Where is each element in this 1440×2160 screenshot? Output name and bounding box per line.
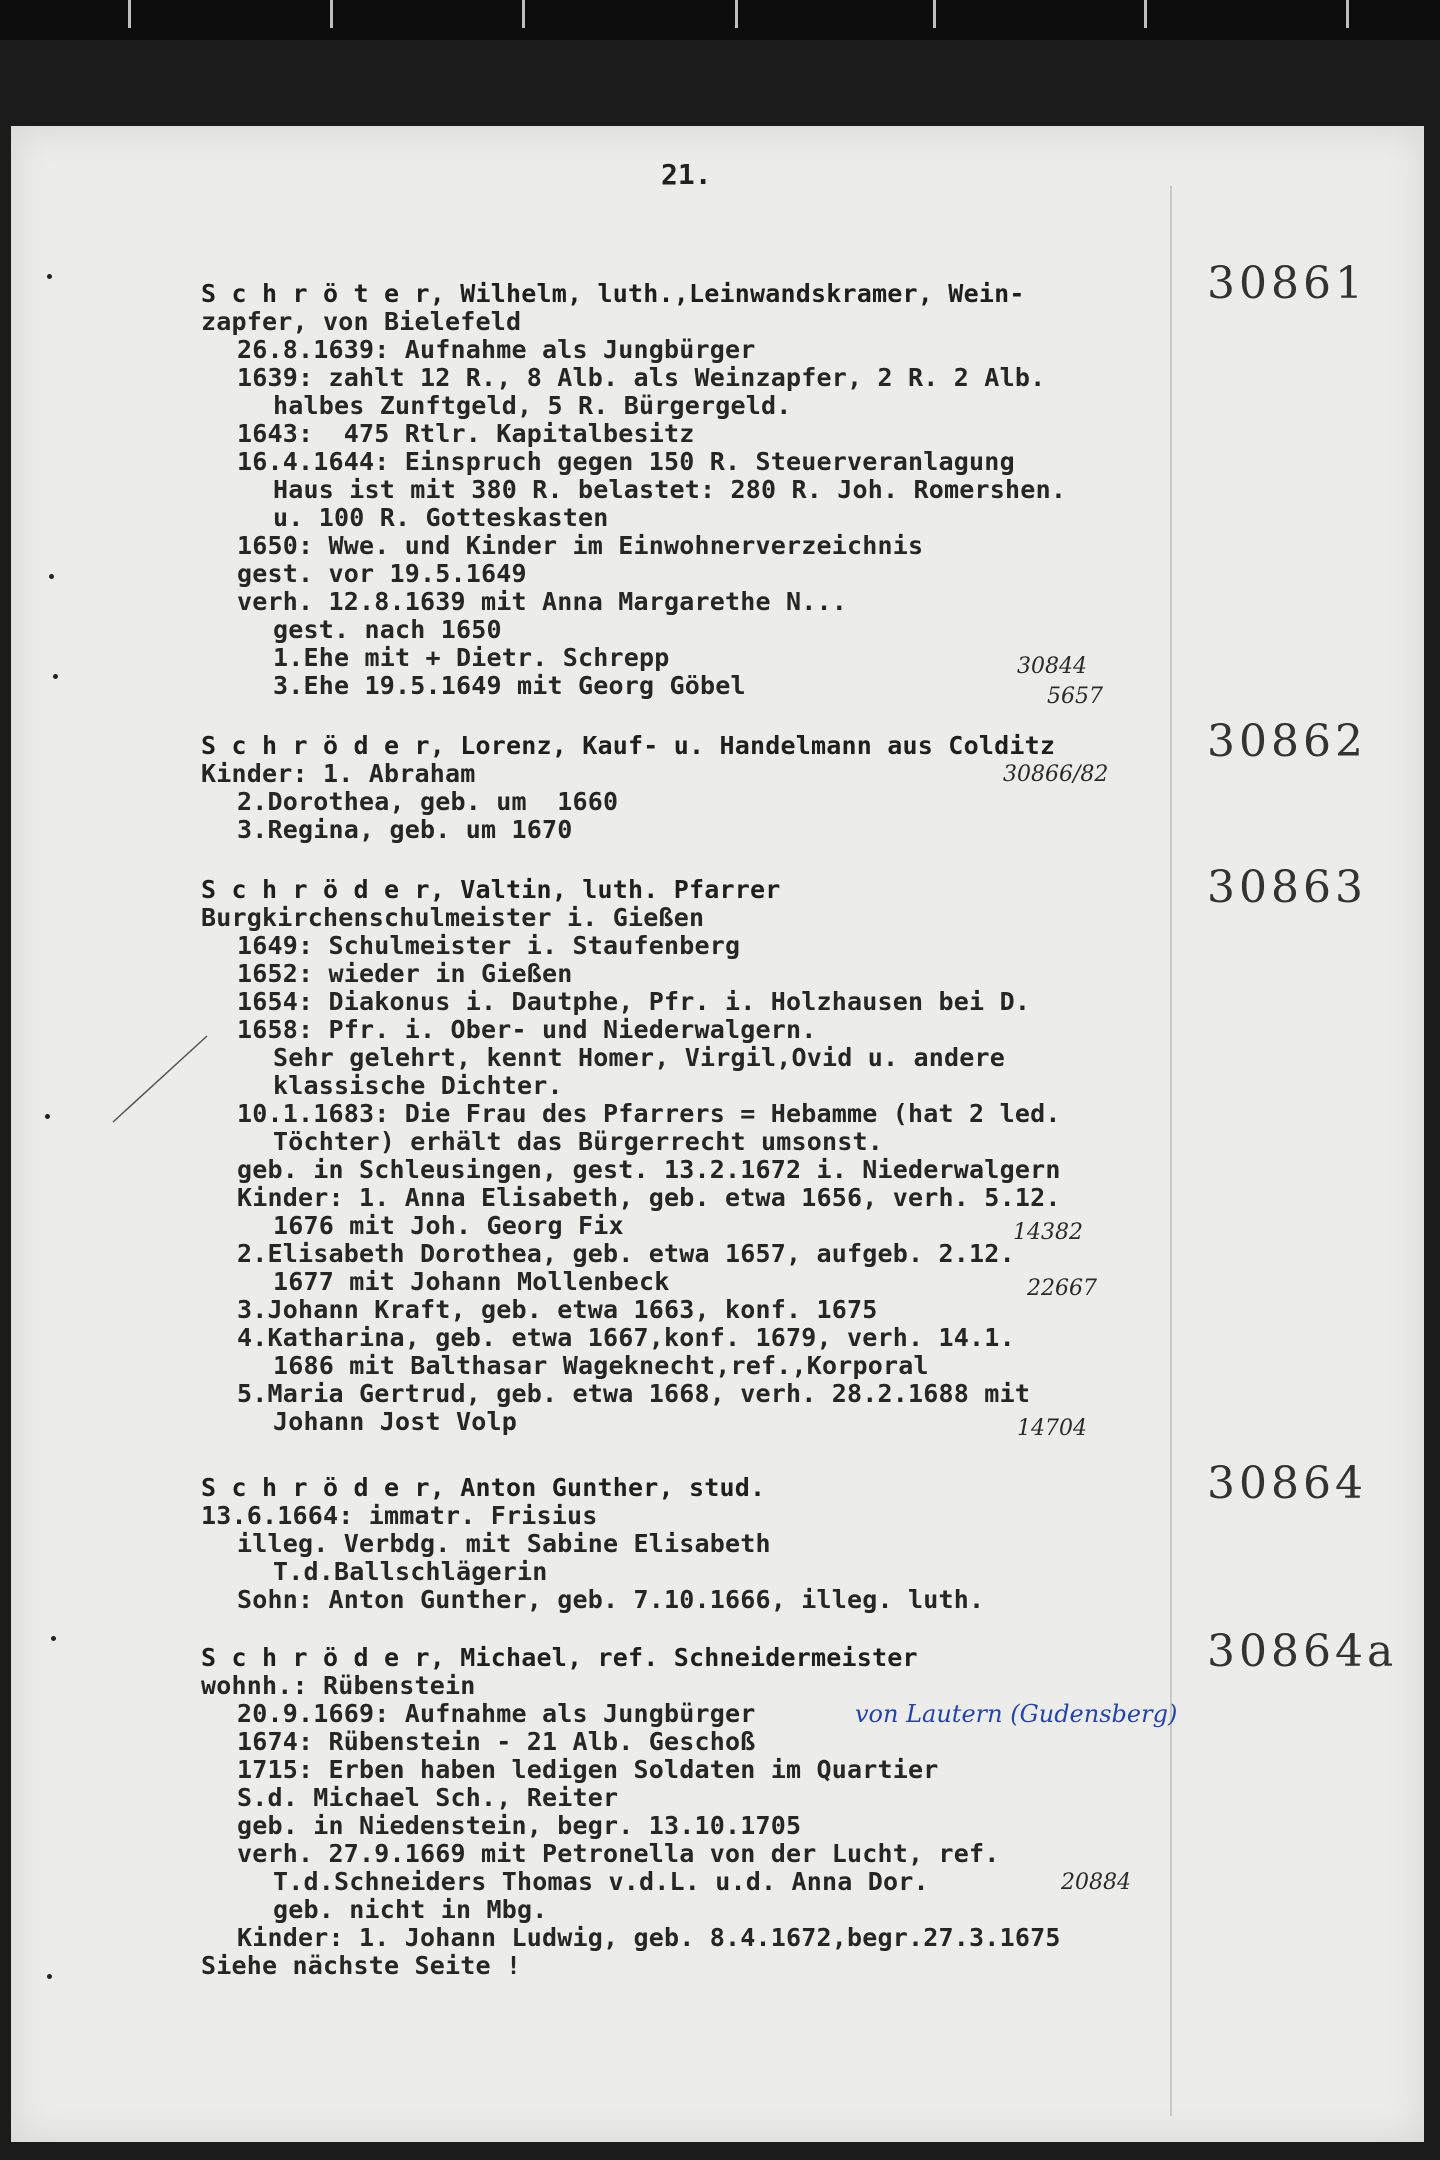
entry-line: verh. 27.9.1669 mit Petronella von der Lucht, ref. <box>237 1839 1000 1868</box>
entry-line: Sehr gelehrt, kennt Homer, Virgil,Ovid u. andere <box>273 1043 1006 1072</box>
strip-tick <box>1346 0 1349 28</box>
entry-line: 1639: zahlt 12 R., 8 Alb. als Weinzapfer, 2 R. 2 Alb. <box>237 363 1046 392</box>
entry-line: S.d. Michael Sch., Reiter <box>237 1783 619 1812</box>
entry-line: Johann Jost Volp <box>273 1407 518 1436</box>
entry-line: 1674: Rübenstein - 21 Alb. Geschoß <box>237 1727 756 1756</box>
entry-line: verh. 12.8.1639 mit Anna Margarethe N... <box>237 587 848 616</box>
entry-30861 <box>201 280 1201 700</box>
entry-line: Siehe nächste Seite ! <box>201 1951 522 1980</box>
record-number: 30864 <box>1207 1458 1367 1509</box>
entry-line: 13.6.1664: immatr. Frisius <box>201 1501 598 1530</box>
strip-tick <box>128 0 131 28</box>
entry-line: 3.Johann Kraft, geb. etwa 1663, konf. 1675 <box>237 1295 878 1324</box>
entry-line: Sohn: Anton Gunther, geb. 7.10.1666, illeg. luth. <box>237 1585 985 1614</box>
page-number: 21. <box>661 158 712 191</box>
entry-line: halbes Zunftgeld, 5 R. Bürgergeld. <box>273 391 792 420</box>
entry-line: 2.Elisabeth Dorothea, geb. etwa 1657, aufgeb. 2.12. <box>237 1239 1015 1268</box>
entry-line: 3.Ehe 19.5.1649 mit Georg Göbel <box>273 671 746 700</box>
entry-line: wohnh.: Rübenstein <box>201 1671 476 1700</box>
entry-30863 <box>201 876 1201 1436</box>
entry-line: Kinder: 1. Johann Ludwig, geb. 8.4.1672,begr.27.3.1675 <box>237 1923 1061 1952</box>
handwritten-note: 20884 <box>1061 1870 1131 1895</box>
entry-line: S c h r ö d e r, Valtin, luth. Pfarrer <box>201 875 781 904</box>
pencil-mark <box>111 1026 211 1126</box>
entry-line: 3.Regina, geb. um 1670 <box>237 815 573 844</box>
entry-line: S c h r ö d e r, Michael, ref. Schneidermeister <box>201 1643 918 1672</box>
entry-line: Kinder: 1. Anna Elisabeth, geb. etwa 1656, verh. 5.12. <box>237 1183 1061 1212</box>
entry-line: 10.1.1683: Die Frau des Pfarrers = Hebamme (hat 2 led. <box>237 1099 1061 1128</box>
entry-30864 <box>201 1474 1201 1614</box>
handwritten-note: 14704 <box>1017 1416 1087 1441</box>
entry-line: 1654: Diakonus i. Dautphe, Pfr. i. Holzhausen bei D. <box>237 987 1031 1016</box>
entry-line: geb. nicht in Mbg. <box>273 1895 548 1924</box>
handwritten-note: 30844 <box>1017 654 1087 679</box>
entry-line: 26.8.1639: Aufnahme als Jungbürger <box>237 335 756 364</box>
entry-line: u. 100 R. Gotteskasten <box>273 503 609 532</box>
scanner-top-strip <box>0 0 1440 40</box>
entry-line: gest. nach 1650 <box>273 615 502 644</box>
entry-line: gest. vor 19.5.1649 <box>237 559 527 588</box>
entry-line: Töchter) erhält das Bürgerrecht umsonst. <box>273 1127 884 1156</box>
entry-line: Kinder: 1. Abraham <box>201 759 476 788</box>
entry-line: 1652: wieder in Gießen <box>237 959 573 988</box>
binder-hole <box>47 1974 52 1979</box>
entry-30864a <box>201 1644 1201 1980</box>
record-number: 30864a <box>1207 1626 1398 1677</box>
binder-hole <box>51 1636 56 1641</box>
entry-line: 1677 mit Johann Mollenbeck <box>273 1267 670 1296</box>
entry-line: Burgkirchenschulmeister i. Gießen <box>201 903 705 932</box>
handwritten-note: 14382 <box>1013 1220 1083 1245</box>
entry-line: T.d.Schneiders Thomas v.d.L. u.d. Anna Dor. <box>273 1867 929 1896</box>
entry-line: 16.4.1644: Einspruch gegen 150 R. Steuerveranlagung <box>237 447 1015 476</box>
strip-tick <box>933 0 936 28</box>
entry-line: T.d.Ballschlägerin <box>273 1557 548 1586</box>
entry-line: zapfer, von Bielefeld <box>201 307 522 336</box>
entry-line: S c h r ö d e r, Lorenz, Kauf- u. Handelmann aus Colditz <box>201 731 1056 760</box>
entry-line: 5.Maria Gertrud, geb. etwa 1668, verh. 28.2.1688 mit <box>237 1379 1031 1408</box>
entry-30862 <box>201 732 1201 844</box>
strip-tick <box>522 0 525 28</box>
entry-line: 1658: Pfr. i. Ober- und Niederwalgern. <box>237 1015 817 1044</box>
entry-line: 1650: Wwe. und Kinder im Einwohnerverzeichnis <box>237 531 924 560</box>
strip-tick <box>1144 0 1147 28</box>
entry-line: 1715: Erben haben ledigen Soldaten im Quartier <box>237 1755 939 1784</box>
entry-line: 1.Ehe mit + Dietr. Schrepp <box>273 643 670 672</box>
entry-line: geb. in Schleusingen, gest. 13.2.1672 i. Niederwalgern <box>237 1155 1061 1184</box>
entry-line: 1676 mit Joh. Georg Fix <box>273 1211 624 1240</box>
record-number: 30861 <box>1207 258 1367 309</box>
strip-tick <box>330 0 333 28</box>
handwritten-note: 5657 <box>1047 684 1103 709</box>
entry-line: 1649: Schulmeister i. Staufenberg <box>237 931 741 960</box>
strip-tick <box>735 0 738 28</box>
entry-line: 1686 mit Balthasar Wageknecht,ref.,Korporal <box>273 1351 929 1380</box>
entry-line: 2.Dorothea, geb. um 1660 <box>237 787 619 816</box>
entry-line: 1643: 475 Rtlr. Kapitalbesitz <box>237 419 695 448</box>
document-page <box>11 126 1424 2142</box>
entry-line: illeg. Verbdg. mit Sabine Elisabeth <box>237 1529 771 1558</box>
entry-line: 4.Katharina, geb. etwa 1667,konf. 1679, verh. 14.1. <box>237 1323 1015 1352</box>
entry-line: Haus ist mit 380 R. belastet: 280 R. Joh. Romershen. <box>273 475 1067 504</box>
binder-hole <box>49 574 54 579</box>
entry-line: S c h r ö d e r, Anton Gunther, stud. <box>201 1473 766 1502</box>
entry-line: S c h r ö t e r, Wilhelm, luth.,Leinwandskramer, Wein- <box>201 279 1025 308</box>
binder-hole <box>53 674 58 679</box>
handwritten-note: 30866/82 <box>1003 762 1109 787</box>
handwritten-blue-note: von Lautern (Gudensberg) <box>855 1700 1178 1728</box>
binder-hole <box>45 1114 50 1119</box>
handwritten-note: 22667 <box>1027 1276 1097 1301</box>
record-number: 30862 <box>1207 716 1367 767</box>
entry-line: klassische Dichter. <box>273 1071 563 1100</box>
binder-hole <box>47 274 52 279</box>
record-number: 30863 <box>1207 862 1367 913</box>
entry-line: geb. in Niedenstein, begr. 13.10.1705 <box>237 1811 802 1840</box>
entry-line: 20.9.1669: Aufnahme als Jungbürger <box>237 1699 756 1728</box>
